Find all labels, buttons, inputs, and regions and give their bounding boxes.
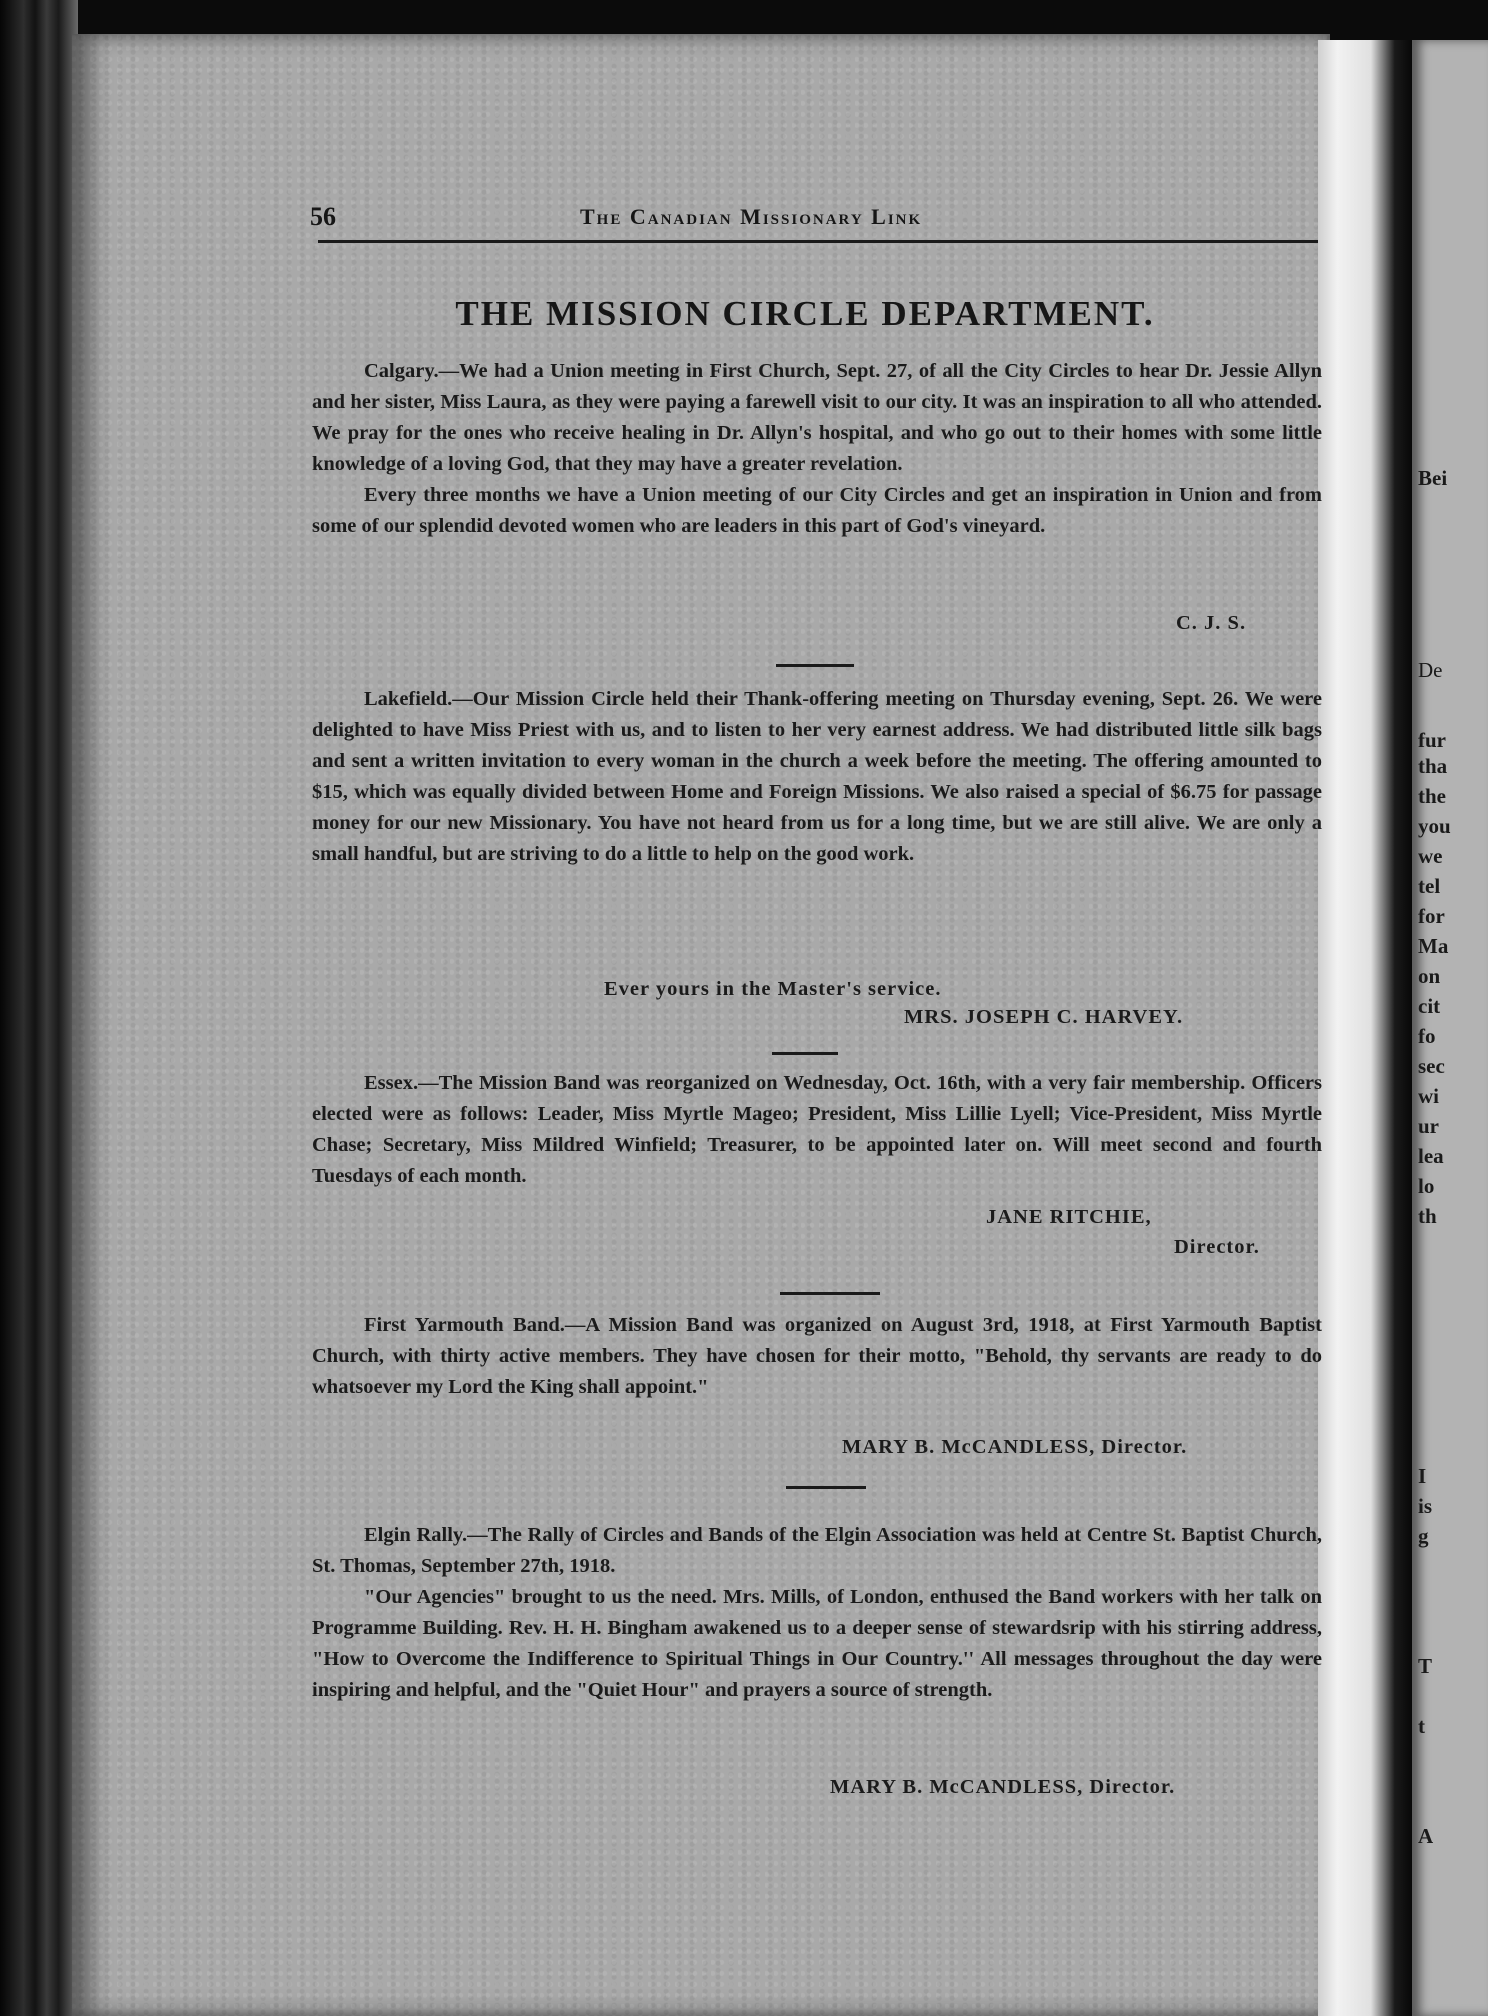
- facing-page-fragment: for: [1418, 904, 1445, 928]
- facing-page-fragment: ur: [1418, 1114, 1439, 1138]
- article-body: Every three months we have a Union meeting of our City Circles and get an inspiration in Union and from some of our splendid devoted women who are leaders in this part of God's vineyard.: [312, 484, 1322, 537]
- page-header: [310, 202, 1320, 238]
- facing-page-fragment: sec: [1418, 1054, 1445, 1078]
- article-place: Calgary.: [364, 360, 439, 382]
- signature-title: Director.: [1174, 1236, 1260, 1258]
- facing-page-edge: [1412, 40, 1488, 2016]
- article-elgin: [312, 1520, 1322, 1706]
- article-body: —The Rally of Circles and Bands of the Elgin Association was held at Centre St. Baptist Church, St. Thomas, September 27th, 1918.: [312, 1524, 1322, 1577]
- facing-page-fragment: we: [1418, 844, 1443, 868]
- running-head: The Canadian Missionary Link: [580, 204, 923, 229]
- facing-page-fragment: Bei: [1418, 466, 1448, 490]
- facing-page-fragment: fo: [1418, 1024, 1436, 1048]
- article-place: Lakefield.: [364, 688, 453, 710]
- facing-page-fragment: lo: [1418, 1174, 1435, 1198]
- facing-page-fragment: th: [1418, 1204, 1437, 1228]
- article-place: First Yarmouth Band.: [364, 1314, 565, 1336]
- article-place: Elgin Rally.: [364, 1524, 468, 1546]
- separator: [780, 1292, 880, 1295]
- signature: C. J. S.: [1176, 612, 1247, 634]
- article-body: —We had a Union meeting in First Church, Sept. 27, of all the City Circles to hear Dr. Jessie Allyn and her sister, Miss Laura, as they were paying a farewell visit to our city. It was an inspiration to all who attended. We pray for the ones who receive healing in Dr. Allyn's hospital, and who go out to their homes with some little knowledge of a loving God, that they may have a greater revelation.: [312, 360, 1322, 475]
- facing-page-fragment: is: [1418, 1494, 1433, 1518]
- facing-page-fragment: tel: [1418, 874, 1441, 898]
- facing-page-fragment: De: [1418, 658, 1443, 682]
- signature: MARY B. McCANDLESS, Director.: [830, 1776, 1176, 1798]
- separator: [772, 1052, 838, 1055]
- facing-page-fragment: you: [1418, 814, 1451, 838]
- article-calgary: [312, 356, 1322, 542]
- facing-page-fragment: lea: [1418, 1144, 1444, 1168]
- header-rule: [318, 240, 1318, 243]
- closing: Ever yours in the Master's service.: [604, 978, 942, 1000]
- facing-page-fragment: cit: [1418, 994, 1441, 1018]
- article-body: —Our Mission Circle held their Thank-offering meeting on Thursday evening, Sept. 26. We were delighted to have Miss Priest with us, and to listen to her very earnest address. We had distributed little silk bags and sent a written invitation to every woman in the church a week before the meeting. The offering amounted to $15, which was equally divided between Home and Foreign Missions. We also raised a special of $6.75 for passage money for our new Missionary. You have not heard from us for a long time, but we are still alive. We are only a small handful, but are striving to do a little to help on the good work.: [312, 688, 1322, 865]
- separator: [786, 1486, 866, 1489]
- department-title: THE MISSION CIRCLE DEPARTMENT.: [455, 294, 1155, 333]
- article-yarmouth: [312, 1310, 1322, 1403]
- book-binding: [0, 0, 78, 2016]
- facing-page-fragment: fur: [1418, 728, 1446, 752]
- signature: MRS. JOSEPH C. HARVEY.: [904, 1006, 1184, 1028]
- facing-page-fragment: on: [1418, 964, 1441, 988]
- facing-page-fragment: the: [1418, 784, 1446, 808]
- facing-page-fragment: T: [1418, 1654, 1433, 1678]
- article-place: Essex.: [364, 1072, 419, 1094]
- facing-page-fragment: t: [1418, 1714, 1425, 1738]
- article-body: —A Mission Band was organized on August 3rd, 1918, at First Yarmouth Baptist Church, with thirty active members. They have chosen for their motto, "Behold, thy servants are ready to do whatsoever my Lord the King shall appoint.": [312, 1314, 1322, 1398]
- signature: JANE RITCHIE,: [986, 1206, 1152, 1228]
- facing-page-fragment: Ma: [1418, 934, 1449, 958]
- separator: [776, 664, 854, 667]
- article-essex: [312, 1068, 1322, 1192]
- page-number: 56: [310, 202, 336, 231]
- facing-page-fragment: I: [1418, 1464, 1427, 1488]
- page-gutter: [1318, 40, 1414, 2016]
- facing-page-fragment: A: [1418, 1824, 1434, 1848]
- signature: MARY B. McCANDLESS, Director.: [842, 1436, 1188, 1458]
- facing-page-fragment: tha: [1418, 754, 1448, 778]
- article-body: —The Mission Band was reorganized on Wednesday, Oct. 16th, with a very fair membership. Officers elected were as follows: Leader, Miss Myrtle Mageo; President, Miss Lillie Lyell; Vice-President, Miss Myrtle Chase; Secretary, Miss Mildred Winfield; Treasurer, to be appointed later on. Will meet second and fourth Tuesdays of each month.: [312, 1072, 1322, 1187]
- article-body: "Our Agencies" brought to us the need. Mrs. Mills, of London, enthused the Band workers with her talk on Programme Building. Rev. H. H. Bingham awakened us to a deeper sense of stewardsrip with his stirring address, "How to Overcome the Indifference to Spiritual Things in Our Country.'' All messages throughout the day were inspiring and helpful, and the "Quiet Hour" and prayers a source of strength.: [312, 1586, 1322, 1701]
- article-lakefield: [312, 684, 1322, 870]
- facing-page-fragment: wi: [1418, 1084, 1439, 1108]
- facing-page-fragment: g: [1418, 1524, 1429, 1548]
